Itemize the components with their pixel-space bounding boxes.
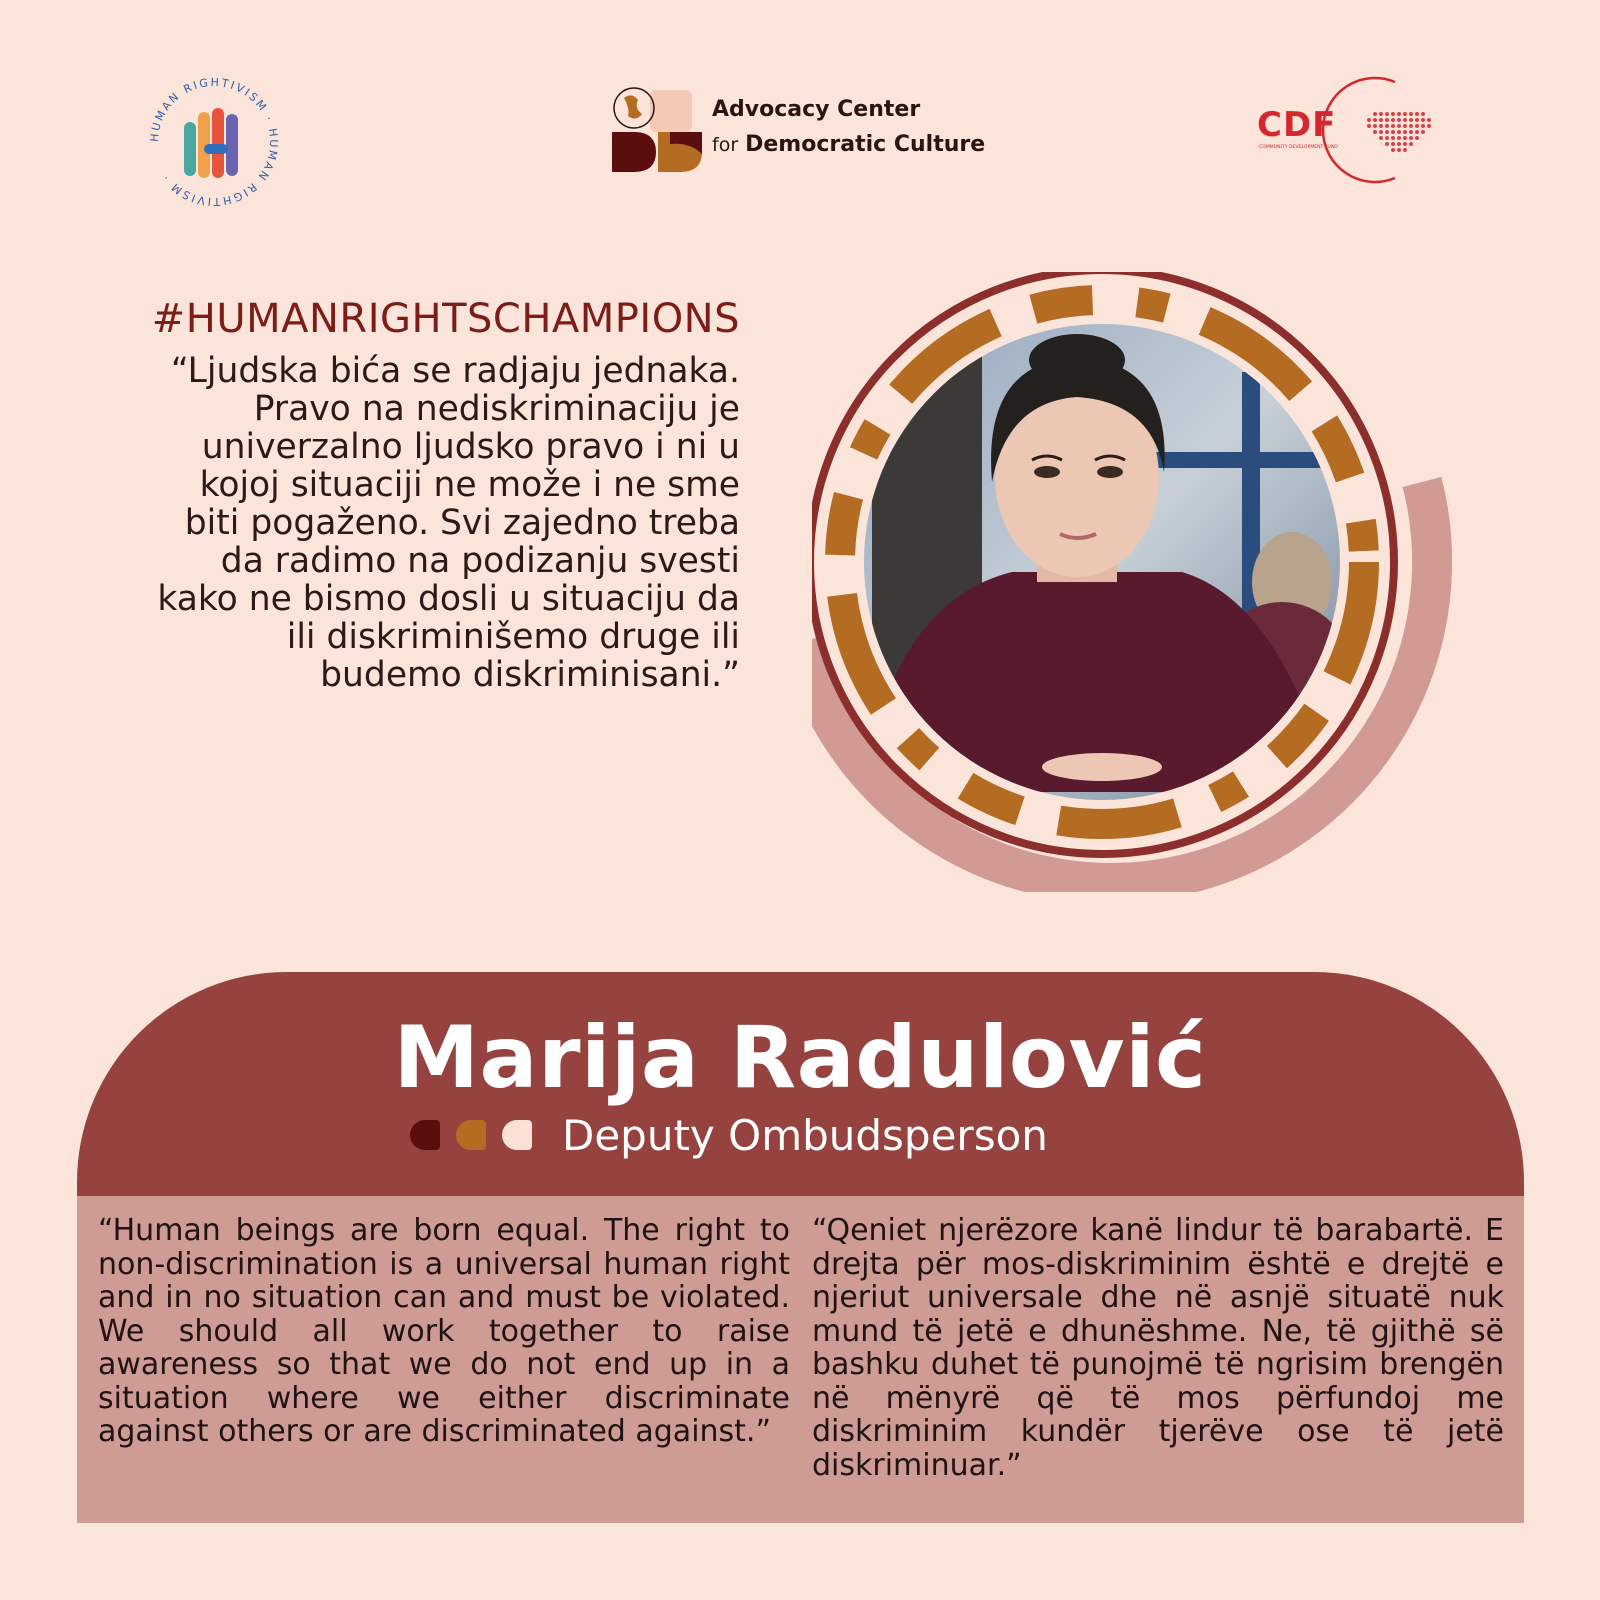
cdf-map-dots-icon xyxy=(1367,112,1431,152)
acdc-logo xyxy=(612,84,992,176)
acdc-name-prefix: for xyxy=(712,134,739,156)
cdf-acronym: CDF xyxy=(1257,105,1337,145)
person-name: Marija Radulović xyxy=(393,1008,1207,1108)
quote-english: “Human beings are born equal. The right to non-discrimination is a universal human right and in no situation can and must be violated. We should all work together to raise awareness so that we do not end up in a situation where we either discriminate against others or are discriminated against.” xyxy=(98,1213,790,1449)
decorative-dot-dark-icon xyxy=(410,1120,440,1150)
acdc-name-main: Democratic Culture xyxy=(745,132,986,157)
quote-serbian: “Ljudska bića se radjaju jednaka. Pravo na nediskriminaciju je univerzalno ljudsko pravo i ni u kojoj situaciji ne može i ne sme biti pogaženo. Svi zajedno treba da radimo na podizanju svesti kako ne bismo dosli u situaciju da ili diskriminišemo druge ili budemo diskriminisani.” xyxy=(157,351,740,695)
role-row xyxy=(410,1110,1048,1160)
decorative-dot-light-icon xyxy=(502,1120,532,1150)
acdc-mark-icon xyxy=(612,84,704,176)
cdf-logo xyxy=(1255,74,1455,184)
decorative-dot-gold-icon xyxy=(456,1120,486,1150)
person-role: Deputy Ombudsperson xyxy=(562,1110,1048,1160)
human-rightivism-logo xyxy=(146,74,282,210)
acdc-name-line1: Advocacy Center xyxy=(712,97,921,122)
cdf-tagline: COMMUNITY DEVELOPMENT FUND xyxy=(1259,145,1338,150)
campaign-hashtag: #HUMANRIGHTSCHAMPIONS xyxy=(151,296,740,342)
portrait-frame xyxy=(812,272,1452,892)
svg-text:HUMAN RIGHTIVISM · HUMAN RIGHT: HUMAN RIGHTIVISM · HUMAN RIGHTIVISM · xyxy=(147,75,281,209)
quote-albanian: “Qeniet njerëzore kanë lindur të barabartë. E drejta për mos-diskriminim është e drejtë e njeriut universale dhe në asnjë situatë nuk mund të jetë e dhunëshme. Ne, të gjithë së bashku duhet të punojmë të ngrisim brengën në mënyrë që të mos përfundoj me diskriminim kundër tjerëve ose të jetë diskriminuar.” xyxy=(812,1213,1504,1483)
acdc-name-line2 xyxy=(712,132,985,157)
